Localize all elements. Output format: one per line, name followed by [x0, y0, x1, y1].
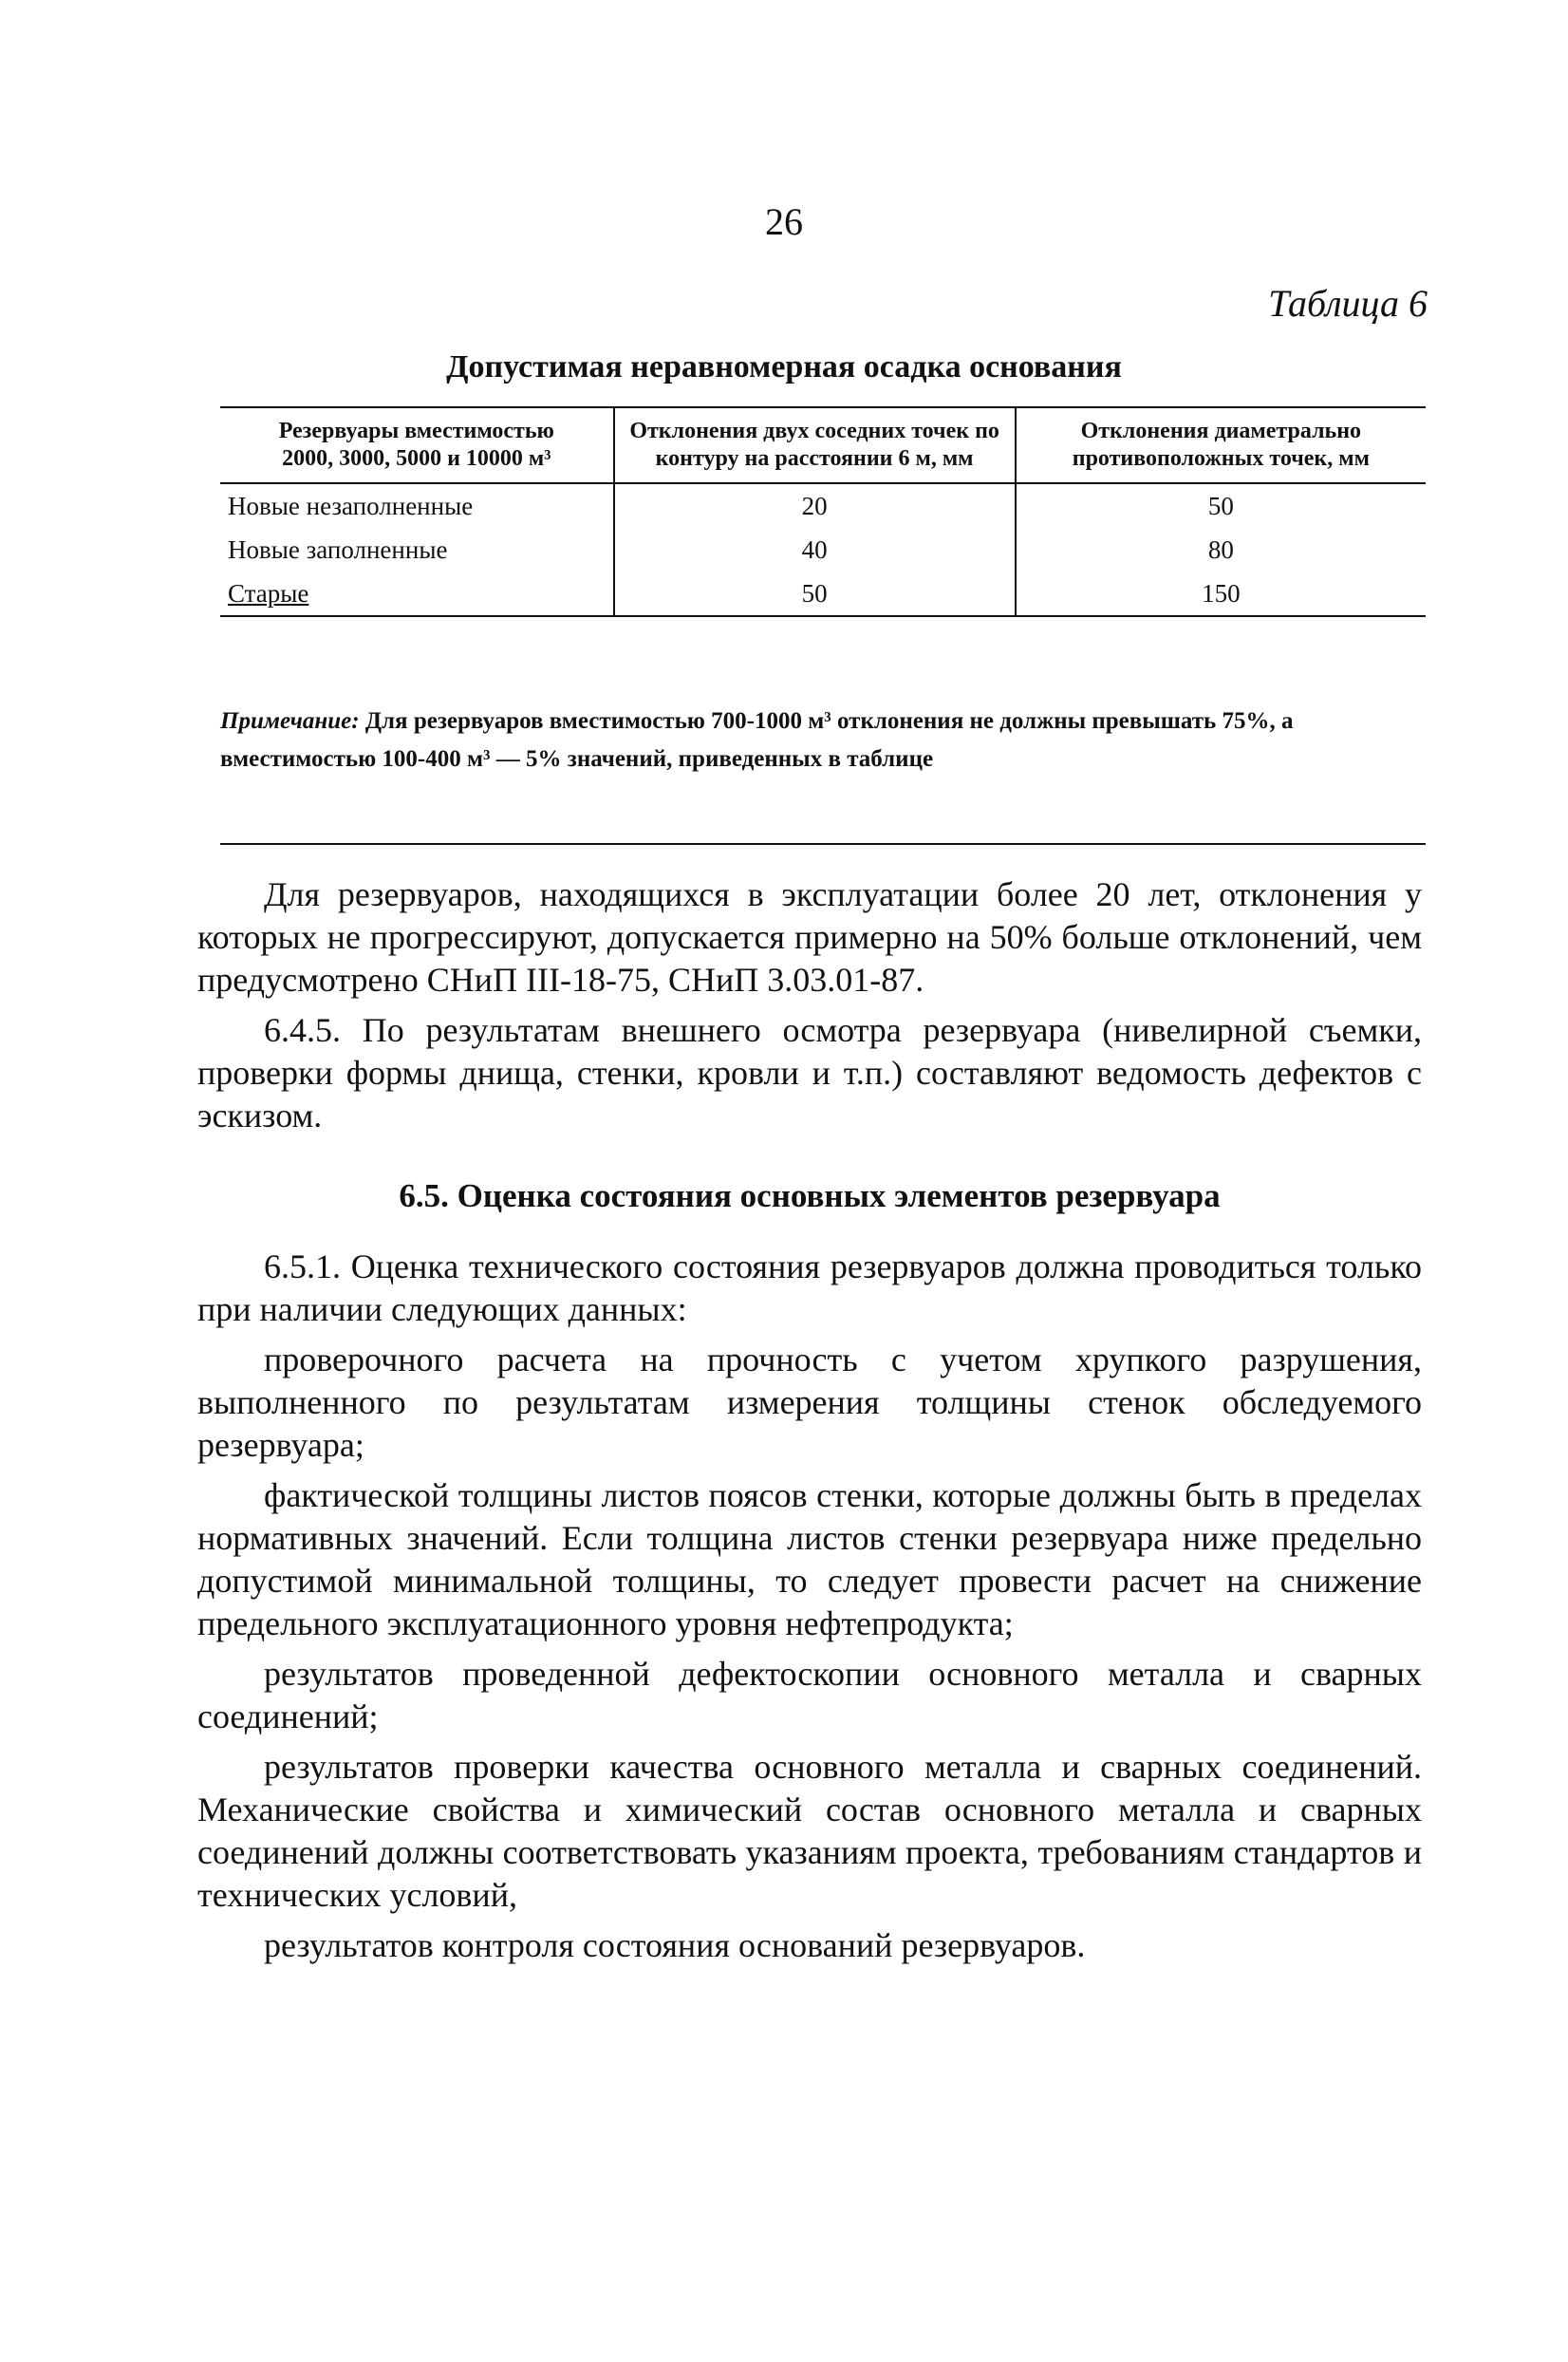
row-adjacent-value: 50 [614, 572, 1016, 616]
body-text [197, 873, 1422, 1975]
table-title: Допустимая неравномерная осадка основания [446, 349, 1122, 384]
settlement-table [220, 406, 1426, 617]
list-item: результатов проверки качества основного металла и сварных соединений. Механические свойства и химический состав основного металла и сварных соединений должны соответствовать указаниям проекта, требованиям стандартов и технических условий, [197, 1748, 1422, 1914]
table-row [220, 483, 1426, 528]
paragraph: Для резервуаров, находящихся в эксплуатации более 20 лет, отклонения у которых не прогрессируют, допускается примерно на 50% больше отклонений, чем предусмотрено СНиП III-18-75, СНиП 3.03.01-87. [197, 875, 1422, 999]
list-item: результатов контроля состояния оснований резервуаров. [264, 1926, 1086, 1964]
note-divider [220, 843, 1426, 845]
row-opposite-value: 150 [1016, 572, 1426, 616]
row-opposite-value: 50 [1016, 483, 1426, 528]
list-item: фактической толщины листов поясов стенки, которые должны быть в пределах нормативных значений. Если толщина листов стенки резервуара ниже предельно допустимой минимальной толщины, то следует провести расчет на снижение предельного эксплуатационного уровня нефтепродукта; [197, 1476, 1422, 1642]
note-label: Примечание: [220, 708, 360, 734]
header-opposite-points: Отклонения диаметрально противоположных точек, мм [1016, 407, 1426, 483]
note-text: Для резервуаров вместимостью 700-1000 м³ отклонения не должны превышать 75%, а вместимостью 100-400 м³ — 5% значений, приведенных в таблице [220, 708, 1294, 772]
row-label-text: Старые [228, 579, 309, 608]
header-tank-capacity [220, 407, 614, 483]
row-label: Новые незаполненные [228, 492, 474, 520]
paragraph: 6.5.1. Оценка технического состояния резервуаров должна проводиться только при наличии следующих данных: [197, 1247, 1422, 1328]
table-note [220, 703, 1426, 778]
table-row [220, 528, 1426, 572]
table-header-row [220, 407, 1426, 483]
row-adjacent-value: 40 [614, 528, 1016, 572]
paragraph: 6.4.5. По результатам внешнего осмотра резервуара (нивелирной съемки, проверки формы днища, стенки, кровли и т.п.) составляют ведомость дефектов с эскизом. [197, 1011, 1422, 1134]
header-adjacent-points: Отклонения двух соседних точек по контуру на расстоянии 6 м, мм [614, 407, 1016, 483]
list-item: результатов проведенной дефектоскопии основного металла и сварных соединений; [197, 1655, 1422, 1735]
header-tank-capacity-line2: 2000, 3000, 5000 и 10000 м³ [282, 446, 551, 471]
list-item: проверочного расчета на прочность с учетом хрупкого разрушения, выполненного по результатам измерения толщины стенок обследуемого резервуара; [197, 1340, 1422, 1464]
page-number: 26 [765, 200, 803, 243]
table-row [220, 572, 1426, 616]
section-title: 6.5. Оценка состояния основных элементов резервуара [399, 1177, 1221, 1214]
table-label: Таблица 6 [1268, 282, 1428, 325]
row-label: Новые заполненные [228, 535, 448, 564]
row-opposite-value: 80 [1016, 528, 1426, 572]
header-tank-capacity-line1: Резервуары вместимостью [278, 419, 554, 443]
row-label [220, 572, 614, 616]
row-adjacent-value: 20 [614, 483, 1016, 528]
